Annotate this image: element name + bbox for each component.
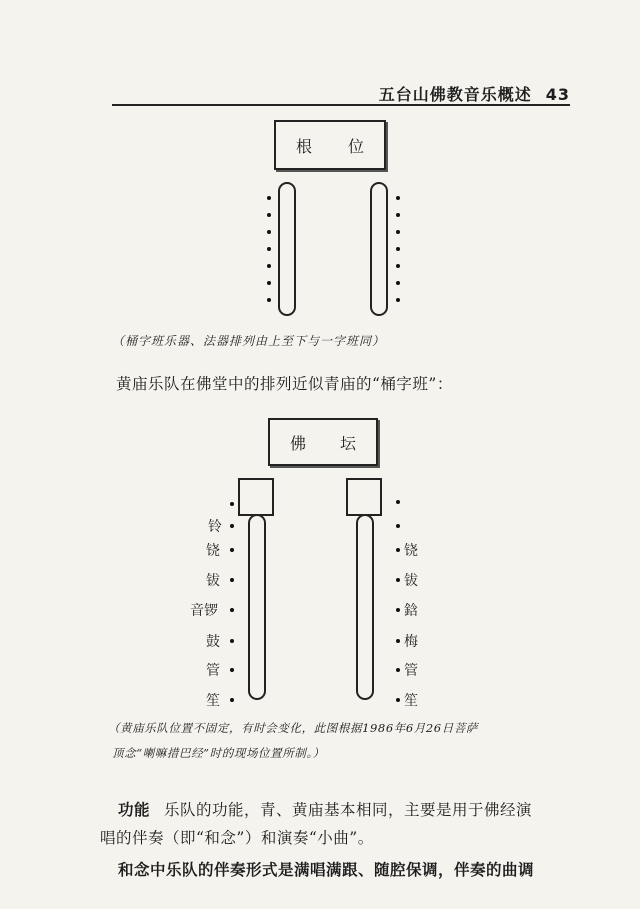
page-number: 43 [545, 85, 570, 104]
diagram2-right-tube [356, 514, 374, 700]
dot [267, 281, 271, 285]
right-label: 铙 [404, 543, 418, 559]
paragraph1-text: 乐队的功能，青、黄庙基本相同，主要是用于佛经演 [164, 801, 533, 819]
running-header [379, 82, 570, 105]
diagram2-left-square [238, 478, 274, 516]
dot [230, 698, 234, 702]
dot [230, 502, 234, 506]
dot [396, 196, 400, 200]
dot [396, 668, 400, 672]
diagram1-left-tube [278, 182, 296, 316]
body-paragraph1-line2: 唱的伴奏（即“和念”）和演奏“小曲”。 [100, 829, 374, 847]
dot [267, 213, 271, 217]
diagram2-right-square [346, 478, 382, 516]
dot [396, 264, 400, 268]
dot [396, 639, 400, 643]
diagram2-box-left: 佛 [290, 433, 307, 453]
diagram2-left-tube [248, 514, 266, 700]
intro-line: 黄庙乐队在佛堂中的排列近似青庙的“桶字班”： [116, 375, 453, 393]
dot [267, 247, 271, 251]
diagram1-right-tube [370, 182, 388, 316]
diagram2-box-right: 坛 [339, 433, 356, 453]
right-label: 笙 [404, 693, 418, 709]
header-title: 五台山佛教音乐概述 [378, 85, 532, 104]
left-label: 铃 [208, 519, 222, 535]
left-label: 管 [206, 663, 220, 679]
diagram1-box-right: 位 [347, 136, 364, 156]
left-label: 铙 [206, 543, 220, 559]
left-label: 钹 [206, 573, 220, 589]
dot [396, 230, 400, 234]
body-paragraph1-line1 [118, 798, 532, 820]
diagram1-box-left: 根 [296, 136, 313, 156]
dot [230, 639, 234, 643]
dot [396, 578, 400, 582]
dot [396, 247, 400, 251]
dot [267, 230, 271, 234]
dot [396, 698, 400, 702]
dot [267, 298, 271, 302]
dot [230, 608, 234, 612]
header-rule [112, 104, 570, 106]
dot [267, 264, 271, 268]
left-label: 笙 [206, 693, 220, 709]
dot [396, 608, 400, 612]
dot [396, 213, 400, 217]
diagram2-caption-line2: 顶念“喇嘛措巴经”时的现场位置所制。） [112, 746, 325, 760]
diagram2-caption-line1: （黄庙乐队位置不固定，有时会变化，此图根据1986年6月26日菩萨 [108, 721, 479, 735]
left-label: 鼓 [206, 634, 220, 650]
dot [230, 524, 234, 528]
right-label: 钹 [404, 573, 418, 589]
term-heading: 功能 [118, 800, 151, 819]
right-label: 管 [404, 663, 418, 679]
dot [396, 281, 400, 285]
diagram1-caption: （桶字班乐器、法器排列由上至下与一字班同） [112, 334, 386, 348]
diagram2-box [268, 418, 378, 466]
dot [396, 548, 400, 552]
right-label: 鋡 [404, 603, 418, 619]
dot [230, 668, 234, 672]
dot [267, 196, 271, 200]
dot [230, 578, 234, 582]
right-label: 梅 [404, 634, 418, 650]
dot [396, 524, 400, 528]
dot [396, 500, 400, 504]
left-label: 音锣 [190, 603, 218, 619]
dot [230, 548, 234, 552]
body-paragraph2-line1: 和念中乐队的伴奏形式是满唱满跟、随腔保调，伴奏的曲调 [118, 860, 535, 879]
dot [396, 298, 400, 302]
diagram1-box [274, 120, 386, 170]
